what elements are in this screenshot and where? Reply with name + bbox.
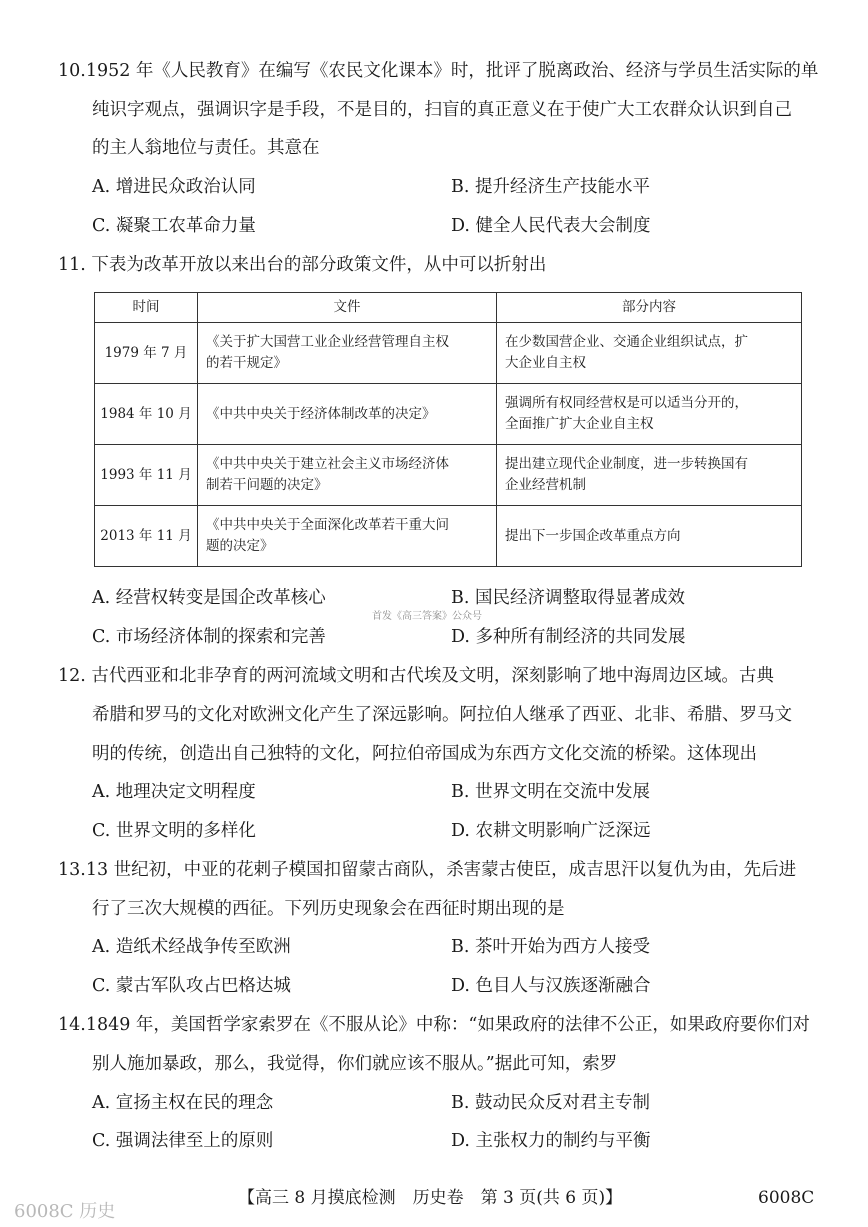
row-content-line: 企业经营机制 [505, 477, 586, 493]
q12-option-b[interactable]: B. 世界文明在交流中发展 [451, 782, 650, 802]
q10-option-b[interactable]: B. 提升经济生产技能水平 [451, 177, 650, 197]
row-time: 1979 年 7 月 [95, 323, 198, 384]
page-footer: 【高三 8 月摸底检测 历史卷 第 3 页(共 6 页)】 [238, 1188, 623, 1208]
q10-stem-line-3: 的主人翁地位与责任。其意在 [92, 138, 320, 158]
row-content [497, 445, 802, 506]
row-document [198, 384, 497, 445]
q12-stem-line-2: 希腊和罗马的文化对欧洲文化产生了深远影响。阿拉伯人继承了西亚、北非、希腊、罗马文 [92, 705, 792, 725]
q11-option-c[interactable]: C. 市场经济体制的探索和完善 [92, 627, 326, 647]
corner-watermark: 6008C 历史 [14, 1201, 116, 1222]
row-content-line: 提出建立现代企业制度，进一步转换国有 [505, 456, 748, 472]
q12-stem-line-3: 明的传统，创造出自己独特的文化，阿拉伯帝国成为东西方文化交流的桥梁。这体现出 [92, 744, 757, 764]
row-time: 1984 年 10 月 [95, 384, 198, 445]
table-row [95, 506, 802, 567]
q13-option-d[interactable]: D. 色目人与汉族逐渐融合 [451, 976, 651, 996]
q11-option-a[interactable]: A. 经营权转变是国企改革核心 [92, 588, 326, 608]
row-time: 1993 年 11 月 [95, 445, 198, 506]
row-content-line: 在少数国营企业、交通企业组织试点，扩 [505, 334, 748, 350]
footer-code: 6008C [758, 1188, 815, 1208]
header-content: 部分内容 [497, 293, 802, 323]
watermark-text: 首发《高三答案》公众号 [372, 611, 482, 622]
table-row [95, 445, 802, 506]
q13-stem-line-2: 行了三次大规模的西征。下列历史现象会在西征时期出现的是 [92, 899, 565, 919]
row-time: 2013 年 11 月 [95, 506, 198, 567]
q10-stem-line-2: 纯识字观点，强调识字是手段，不是目的，扫盲的真正意义在于使广大工农群众认识到自己 [92, 100, 792, 120]
row-content [497, 384, 802, 445]
q13-option-c[interactable]: C. 蒙古军队攻占巴格达城 [92, 976, 291, 996]
q14-stem-line-1: 14.1849 年，美国哲学家索罗在《不服从论》中称：“如果政府的法律不公正，如果政府要你们对 [58, 1015, 810, 1035]
table-row [95, 323, 802, 384]
q14-option-b[interactable]: B. 鼓动民众反对君主专制 [451, 1093, 650, 1113]
row-document-line: 《中共中央关于全面深化改革若干重大问 [206, 517, 449, 533]
header-document: 文件 [198, 293, 497, 323]
row-content-line: 大企业自主权 [505, 355, 586, 371]
q10-option-c[interactable]: C. 凝聚工农革命力量 [92, 216, 256, 236]
q13-option-a[interactable]: A. 造纸术经战争传至欧洲 [92, 937, 291, 957]
table-header-row [95, 293, 802, 323]
row-document-line: 制若干问题的决定》 [206, 477, 328, 493]
row-content-line: 提出下一步国企改革重点方向 [505, 527, 681, 544]
row-document-line: 《中共中央关于经济体制改革的决定》 [206, 405, 436, 422]
header-time: 时间 [95, 293, 198, 323]
q10-option-a[interactable]: A. 增进民众政治认同 [92, 177, 256, 197]
q10-stem-line-1: 10.1952 年《人民教育》在编写《农民文化课本》时，批评了脱离政治、经济与学员生活实际的单 [58, 61, 819, 81]
row-document [198, 445, 497, 506]
q14-option-c[interactable]: C. 强调法律至上的原则 [92, 1131, 274, 1151]
q12-option-a[interactable]: A. 地理决定文明程度 [92, 782, 256, 802]
q11-option-d[interactable]: D. 多种所有制经济的共同发展 [451, 627, 686, 647]
table-row [95, 384, 802, 445]
row-document-line: 《关于扩大国营工业企业经营管理自主权 [206, 334, 449, 350]
row-document-line: 《中共中央关于建立社会主义市场经济体 [206, 456, 449, 472]
q12-stem-line-1: 12. 古代西亚和北非孕育的两河流域文明和古代埃及文明，深刻影响了地中海周边区域。古典 [58, 666, 774, 686]
q11-stem-line-1: 11. 下表为改革开放以来出台的部分政策文件，从中可以折射出 [58, 255, 547, 275]
q13-stem-line-1: 13.13 世纪初，中亚的花剌子模国扣留蒙古商队，杀害蒙古使臣，成吉思汗以复仇为由，先后进 [58, 860, 797, 880]
row-content [497, 506, 802, 567]
row-document [198, 506, 497, 567]
q13-option-b[interactable]: B. 茶叶开始为西方人接受 [451, 937, 650, 957]
q12-option-c[interactable]: C. 世界文明的多样化 [92, 821, 256, 841]
row-document [198, 323, 497, 384]
q10-option-d[interactable]: D. 健全人民代表大会制度 [451, 216, 651, 236]
policy-table [94, 292, 802, 567]
row-content-line: 全面推广扩大企业自主权 [505, 416, 654, 432]
row-content [497, 323, 802, 384]
q11-option-b[interactable]: B. 国民经济调整取得显著成效 [451, 588, 685, 608]
row-document-line: 的若干规定》 [206, 355, 287, 371]
q12-option-d[interactable]: D. 农耕文明影响广泛深远 [451, 821, 651, 841]
q14-option-d[interactable]: D. 主张权力的制约与平衡 [451, 1131, 651, 1151]
q14-stem-line-2: 别人施加暴政，那么，我觉得，你们就应该不服从。”据此可知，索罗 [92, 1054, 618, 1074]
row-document-line: 题的决定》 [206, 538, 274, 554]
row-content-line: 强调所有权同经营权是可以适当分开的， [505, 395, 748, 411]
q14-option-a[interactable]: A. 宣扬主权在民的理念 [92, 1093, 274, 1113]
